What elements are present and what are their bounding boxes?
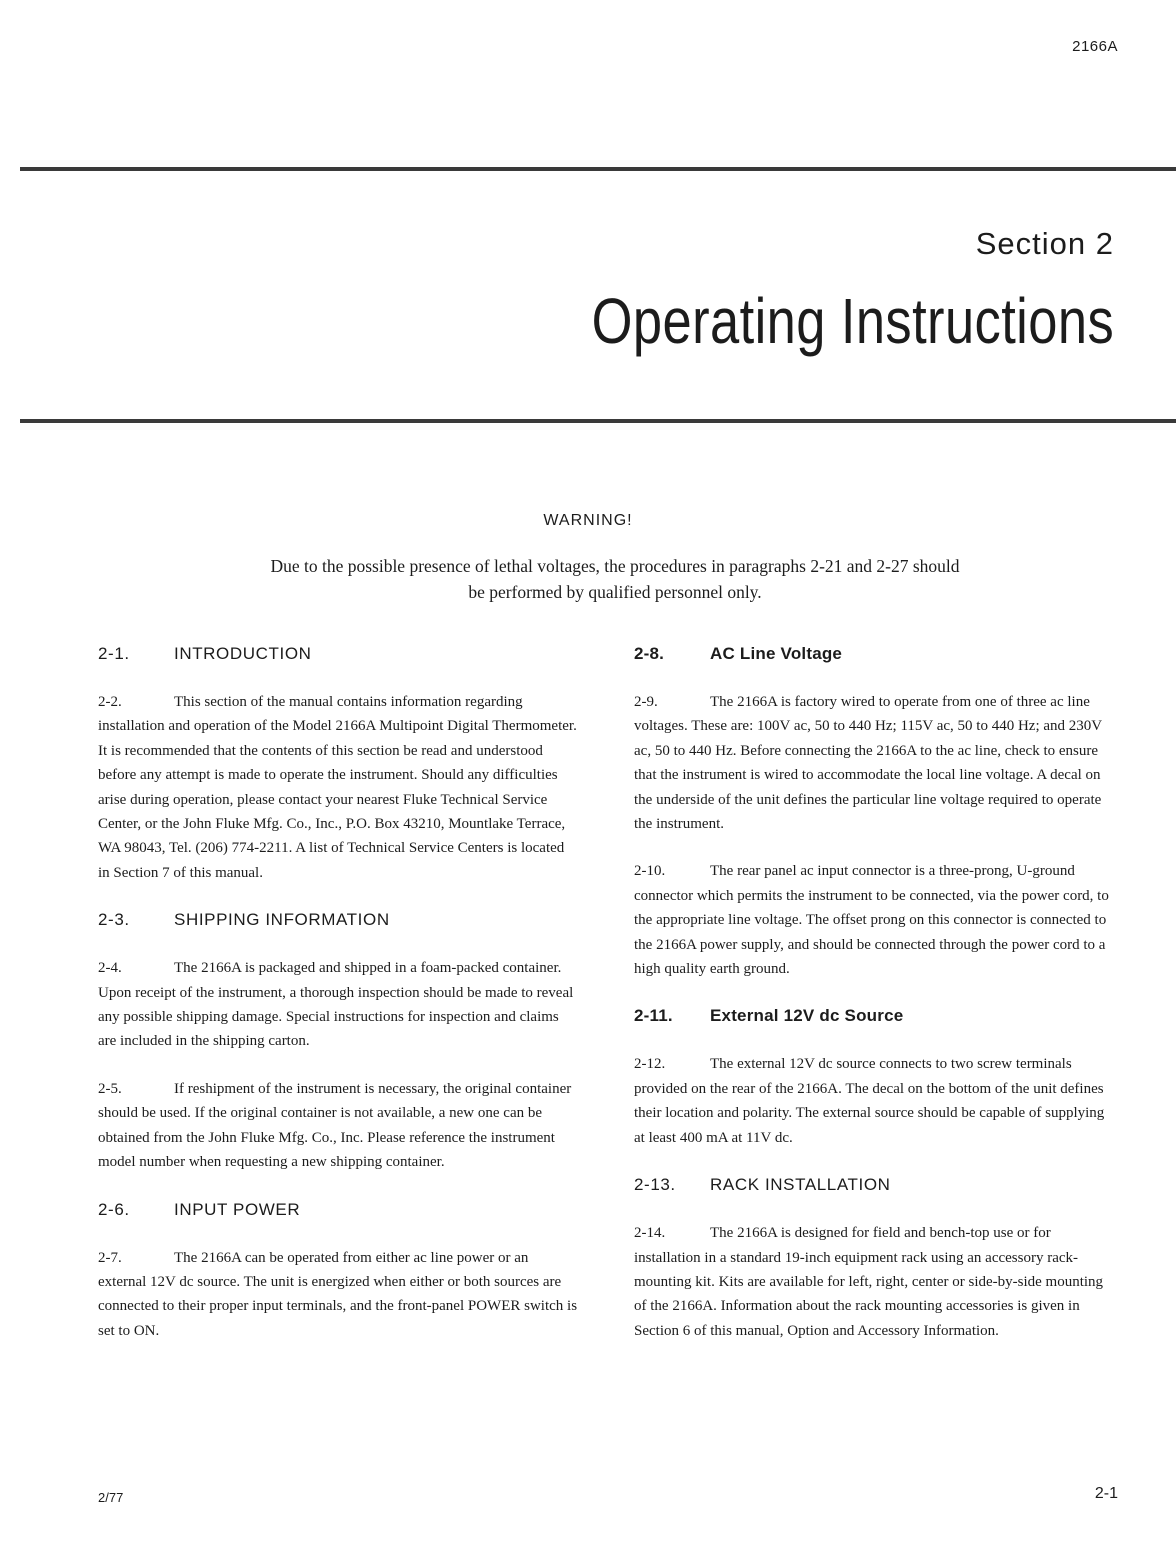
paragraph-2-4 xyxy=(98,956,578,1054)
heading-number: 2-1. xyxy=(98,644,130,663)
paragraph-2-2 xyxy=(98,690,578,885)
heading-title: External 12V dc Source xyxy=(710,1006,904,1026)
heading-rack-installation xyxy=(634,1173,1114,1197)
paragraph-text: The 2166A is factory wired to operate from one of three ac line voltages. These are: 100V ac, 50 to 440 Hz; 115V ac, 50 to 440 Hz; and 230V ac, 50 to 440 Hz. Before connecting the 2166A to the ac line, check to ensure that the instrument is wired to accommodate the local line voltage. A decal on the underside of the unit defines the particular line voltage required to operate the instrument. xyxy=(634,694,1102,833)
heading-title: SHIPPING INFORMATION xyxy=(174,910,390,930)
top-divider xyxy=(20,167,1176,171)
paragraph-2-14 xyxy=(634,1221,1114,1343)
paragraph-text: This section of the manual contains information regarding installation and operation of the Model 2166A Multipoint Digital Thermometer. It is recommended that the contents of this section be read and understood before any attempt is made to operate the instrument. Should any difficulties arise during operation, please contact your nearest Fluke Technical Service Center, or the John Fluke Mfg. Co., Inc., P.O. Box 43210, Mountlake Terrace, WA 98043, Tel. (206) 774-2211. A list of Technical Service Centers is located in Section 7 of this manual. xyxy=(98,694,577,881)
page-number: 2-1 xyxy=(1094,1485,1118,1502)
paragraph-text: If reshipment of the instrument is necessary, the original container should be used. If the original container is not available, a new one can be obtained from the John Fluke Mfg. Co., Inc. Please reference the instrument model number when requesting a new shipping container. xyxy=(98,1080,572,1171)
paragraph-number: 2-2. xyxy=(98,694,122,710)
paragraph-number: 2-14. xyxy=(634,1225,666,1242)
heading-number: 2-6. xyxy=(98,1199,130,1219)
paragraph-number: 2-7. xyxy=(98,1249,122,1266)
right-column xyxy=(634,642,1114,1366)
heading-number: 2-11. xyxy=(634,1006,673,1026)
heading-title: INPUT POWER xyxy=(174,1199,301,1219)
paragraph-text: The 2166A is designed for field and bench-top use or for installation in a standard 19-inch equipment rack using an accessory rack-mounting kit. Kits are available for left, right, center or side-by-side mounting of the 2166A. Information about the rack mounting accessories is given in Section 6 of this manual, Option and Accessory Information. xyxy=(634,1225,1104,1339)
paragraph-2-7 xyxy=(98,1246,578,1344)
paragraph-text: The external 12V dc source connects to two screw terminals provided on the rear of the 2166A. The decal on the bottom of the unit defines their location and polarity. The external source should be capable of supplying at least 400 mA at 11V dc. xyxy=(634,1056,1105,1146)
heading-introduction xyxy=(98,642,578,666)
section-label: Section 2 xyxy=(975,226,1114,261)
model-number: 2166A xyxy=(1072,38,1118,55)
footer-date: 2/77 xyxy=(98,1490,124,1505)
heading-number: 2-8. xyxy=(634,644,665,663)
warning-title: WARNING! xyxy=(543,512,633,529)
paragraph-2-10 xyxy=(634,859,1114,981)
left-column xyxy=(98,642,578,1366)
paragraph-text: The 2166A is packaged and shipped in a foam-packed container. Upon receipt of the instrument, a thorough inspection should be made to reveal any possible shipping damage. Special instructions for inspection and claims are included in the shipping carton. xyxy=(98,960,574,1050)
heading-title: RACK INSTALLATION xyxy=(710,1175,891,1195)
paragraph-number: 2-4. xyxy=(98,960,122,977)
paragraph-2-5 xyxy=(98,1077,578,1175)
paragraph-2-9 xyxy=(634,690,1114,836)
paragraph-number: 2-9. xyxy=(634,694,658,710)
heading-title: AC Line Voltage xyxy=(710,644,843,663)
heading-ac-line-voltage xyxy=(634,642,1114,666)
paragraph-2-12 xyxy=(634,1052,1114,1150)
heading-shipping-information xyxy=(98,908,578,932)
paragraph-number: 2-10. xyxy=(634,863,666,880)
heading-number: 2-13. xyxy=(634,1175,676,1195)
heading-number: 2-3. xyxy=(98,910,130,930)
bottom-divider xyxy=(20,419,1176,423)
chapter-title: Operating Instructions xyxy=(591,285,1114,357)
heading-input-power xyxy=(98,1198,578,1222)
warning-body: Due to the possible presence of lethal voltages, the procedures in paragraphs 2-21 and 2-27 should be performed by qualified personnel only. xyxy=(270,556,960,602)
paragraph-number: 2-12. xyxy=(634,1056,666,1073)
paragraph-number: 2-5. xyxy=(98,1080,122,1097)
heading-external-12v-dc-source xyxy=(634,1004,1114,1028)
heading-title: INTRODUCTION xyxy=(174,644,312,663)
paragraph-text: The 2166A can be operated from either ac line power or an external 12V dc source. The unit is energized when either or both sources are connected to their proper input terminals, and the front-panel POWER switch is set to ON. xyxy=(98,1249,578,1339)
paragraph-text: The rear panel ac input connector is a three-prong, U-ground connector which permits the instrument to be connected, via the power cord, to the appropriate line voltage. The offset prong on this connector is connected to the 2166A power supply, and should be connected through the power cord to a high quality earth ground. xyxy=(634,863,1109,978)
